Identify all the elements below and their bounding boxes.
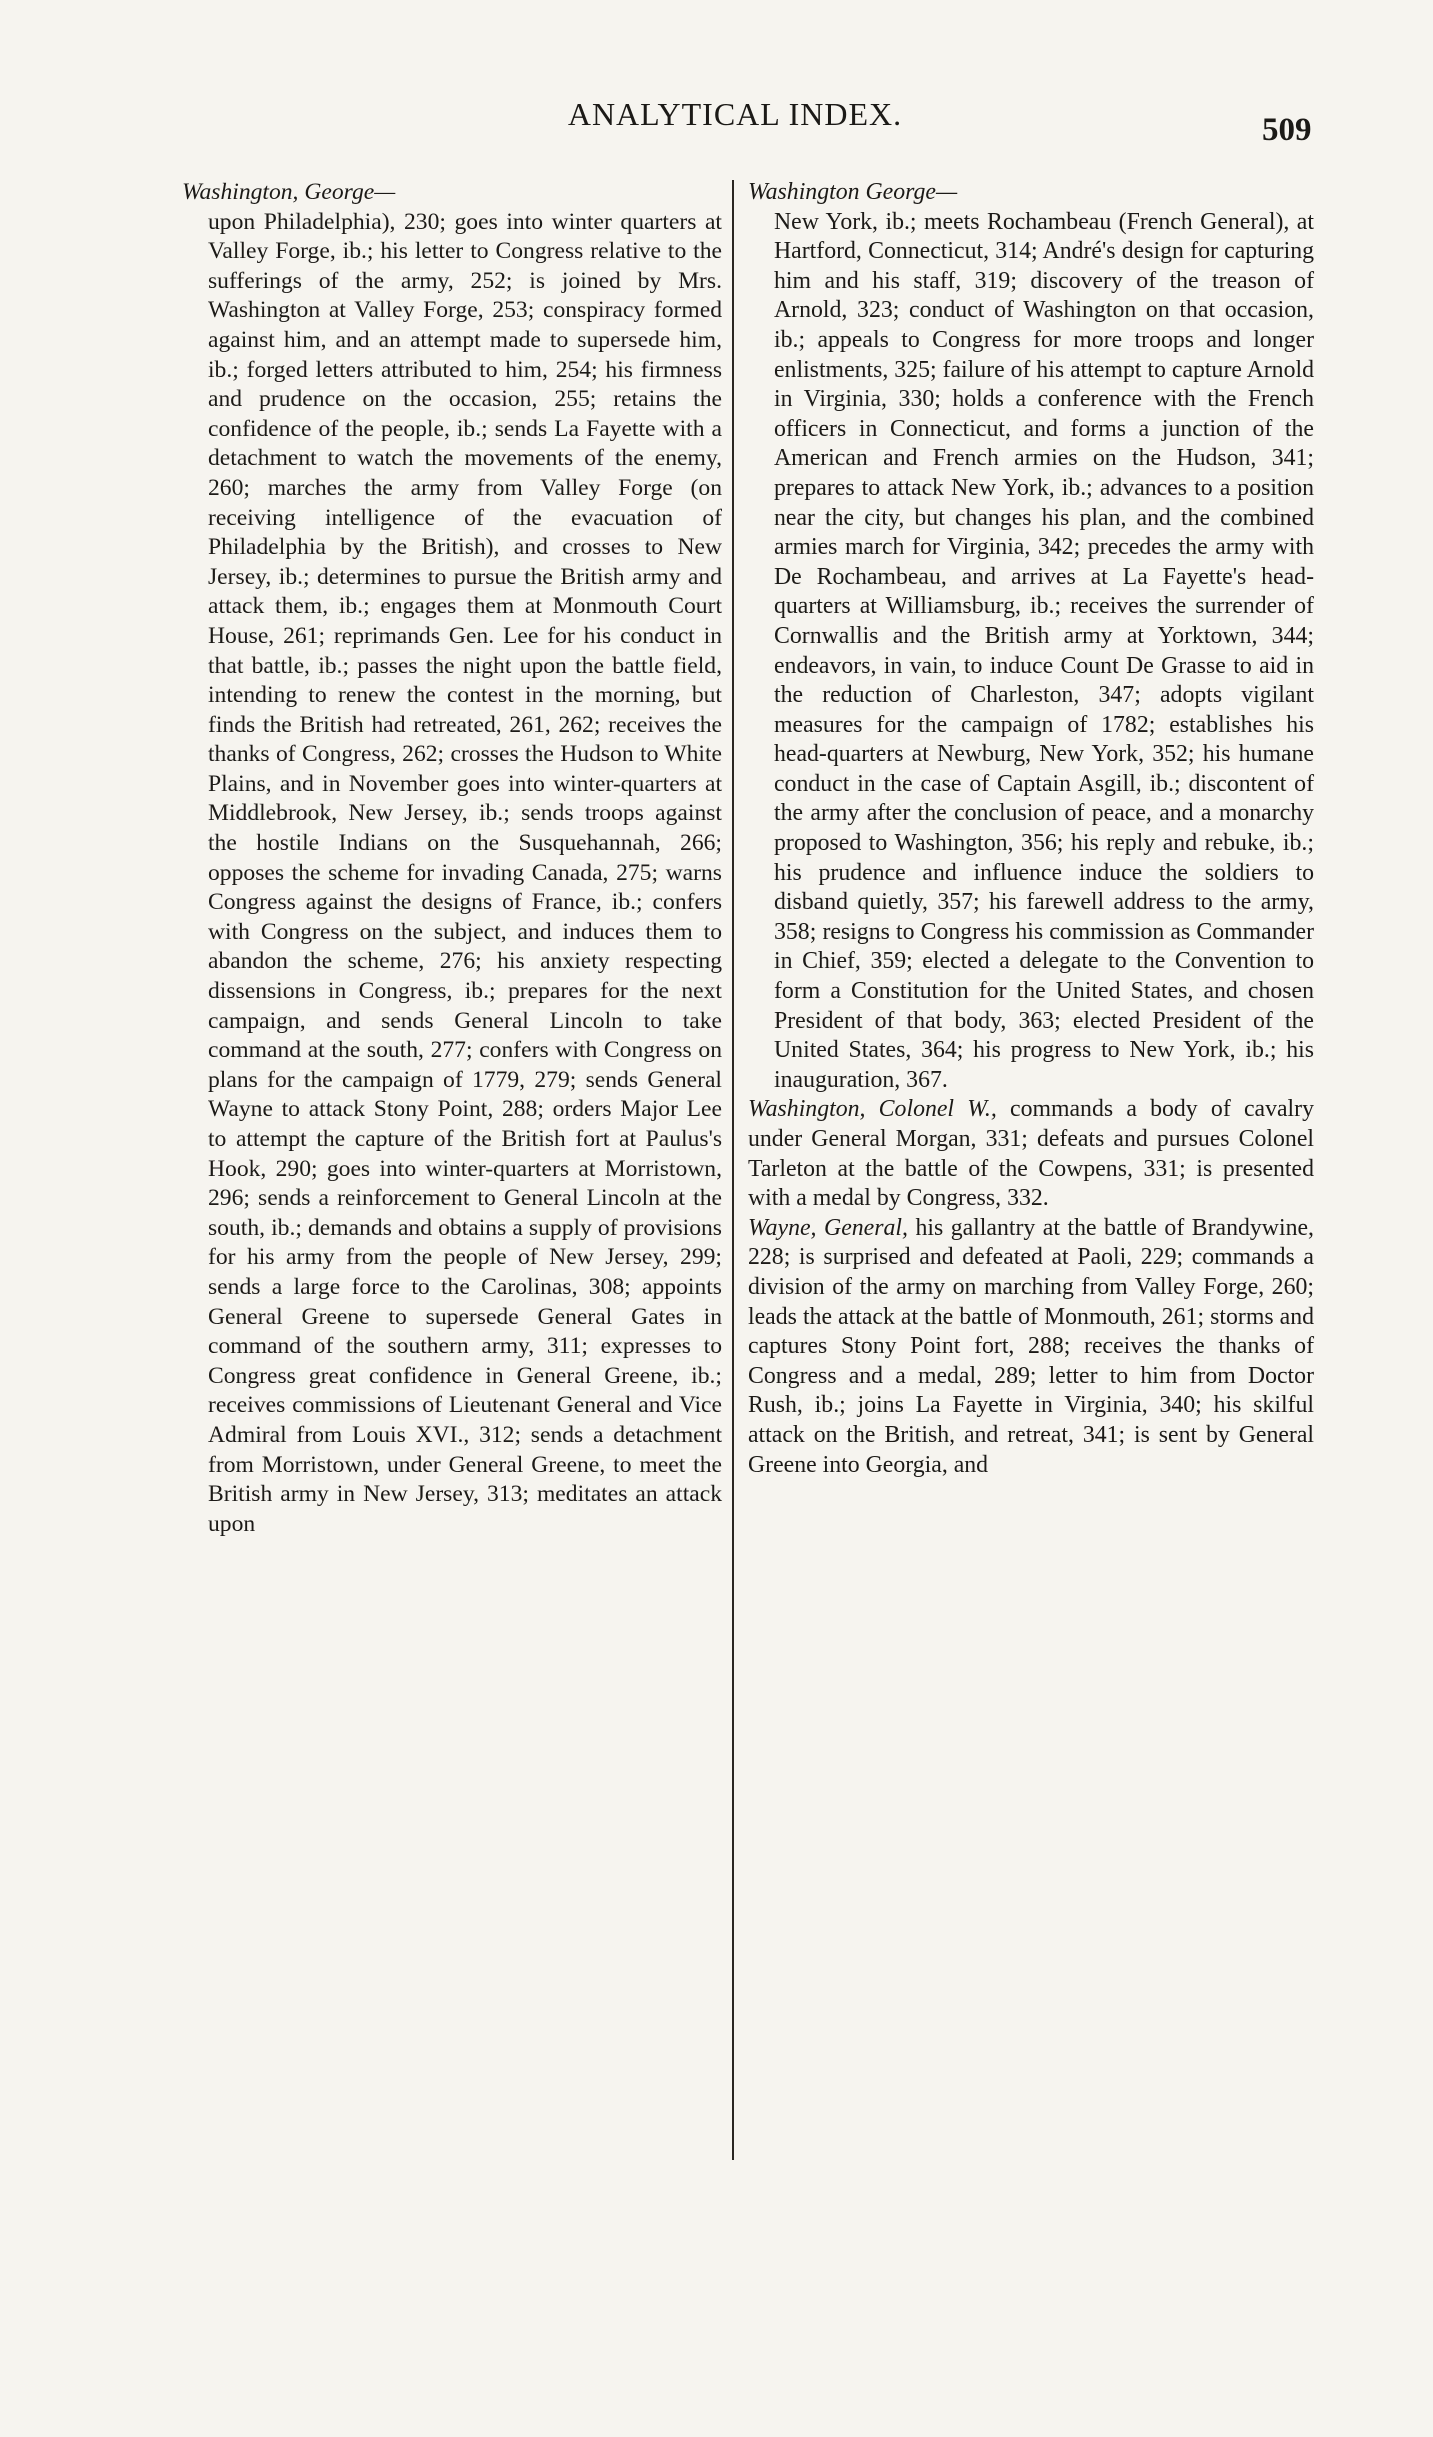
index-entry [748,1214,1314,1480]
entry-text: commands a body of cavalry under General Morgan, 331; defeats and pursues Colonel Tarleton at the battle of the Cowpens, 331; is presented with a medal by Congress, 332. [748,1096,1314,1212]
index-entry [748,178,1314,1095]
entry-heading: Wayne, General, [748,1214,916,1241]
page-number: 509 [1262,112,1312,148]
left-column [182,178,722,1539]
entry-text: upon Philadelphia), 230; goes into winter quarters at Valley Forge, ib.; his letter to Congress relative to the sufferings of the army, 252; is joined by Mrs. Washington at Valley Forge, 253; conspiracy formed against him, and an attempt made to supersede him, ib.; forged letters attributed to him, 254; his firmness and prudence on the occasion, 255; retains the confidence of the people, ib.; sends La Fayette with a detachment to watch the movements of the enemy, 260; marches the army from Valley Forge (on receiving intelligence of the evacuation of Philadelphia by the British), and crosses to New Jersey, ib.; determines to pursue the British army and attack them, ib.; engages them at Monmouth Court House, 261; reprimands Gen. Lee for his conduct in that battle, ib.; passes the night upon the battle field, intending to renew the contest in the morning, but finds the British had retreated, 261, 262; receives the thanks of Congress, 262; crosses the Hudson to White Plains, and in November goes into winter-quarters at Middlebrook, New Jersey, ib.; sends troops against the hostile Indians on the Susquehannah, 266; opposes the scheme for invading Canada, 275; warns Congress against the designs of France, ib.; confers with Congress on the subject, and induces them to abandon the scheme, 276; his anxiety respecting dissensions in Congress, ib.; prepares for the next campaign, and sends General Lincoln to take command at the south, 277; confers with Congress on plans for the campaign of 1779, 279; sends General Wayne to attack Stony Point, 288; orders Major Lee to attempt the capture of the British fort at Paulus's Hook, 290; goes into winter-quarters at Morristown, 296; sends a reinforcement to General Lincoln at the south, ib.; demands and obtains a supply of provisions for his army from the people of New Jersey, 299; sends a large force to the Carolinas, 308; appoints General Greene to supersede General Gates in command of the southern army, 311; expresses to Congress great confidence in General Greene, ib.; receives commissions of Lieutenant General and Vice Admiral from Louis XVI., 312; sends a detachment from Morristown, under General Greene, to meet the British army in New Jersey, 313; meditates an attack upon [208,208,722,1537]
entry-heading: Washington, George— [182,179,396,205]
column-divider [732,180,734,2160]
running-title: ANALYTICAL INDEX. [567,96,903,132]
right-column [748,178,1314,1480]
entry-heading: Washington George— [748,179,958,205]
entry-heading: Washington, Colonel W., [748,1096,1011,1123]
entry-text: his gallantry at the battle of Brandywine, 228; is surprised and defeated at Paoli, 229; commands a division of the army on marching from Valley Forge, 260; leads the attack at the battle of Monmouth, 261; storms and captures Stony Point fort, 288; receives the thanks of Congress and a medal, 289; letter to him from Doctor Rush, ib.; joins La Fayette in Virginia, 340; his skilful attack on the British, and retreat, 341; is sent by General Greene into Georgia, and [748,1214,1315,1478]
index-entry [748,1095,1314,1213]
index-entry [182,178,722,1539]
entry-text: New York, ib.; meets Rochambeau (French General), at Hartford, Connecticut, 314; André's design for capturing him and his staff, 319; discovery of the treason of Arnold, 323; conduct of Washington on that occasion, ib.; appeals to Congress for more troops and longer enlistments, 325; failure of his attempt to capture Arnold in Virginia, 330; holds a conference with the French officers in Connecticut, and forms a junction of the American and French armies on the Hudson, 341; prepares to attack New York, ib.; advances to a position near the city, but changes his plan, and the combined armies march for Virginia, 342; precedes the army with De Rochambeau, and arrives at La Fayette's head-quarters at Williamsburg, ib.; receives the surrender of Cornwallis and the British army at Yorktown, 344; endeavors, in vain, to induce Count De Grasse to aid in the reduction of Charleston, 347; adopts vigilant measures for the campaign of 1782; establishes his head-quarters at Newburg, New York, 352; his humane conduct in the case of Captain Asgill, ib.; discontent of the army after the conclusion of peace, and a monarchy proposed to Washington, 356; his reply and rebuke, ib.; his prudence and influence induce the soldiers to disband quietly, 357; his farewell address to the army, 358; resigns to Congress his commission as Commander in Chief, 359; elected a delegate to the Convention to form a Constitution for the United States, and chosen President of that body, 363; elected President of the United States, 364; his progress to New York, ib.; his inauguration, 367. [774,208,1314,1093]
